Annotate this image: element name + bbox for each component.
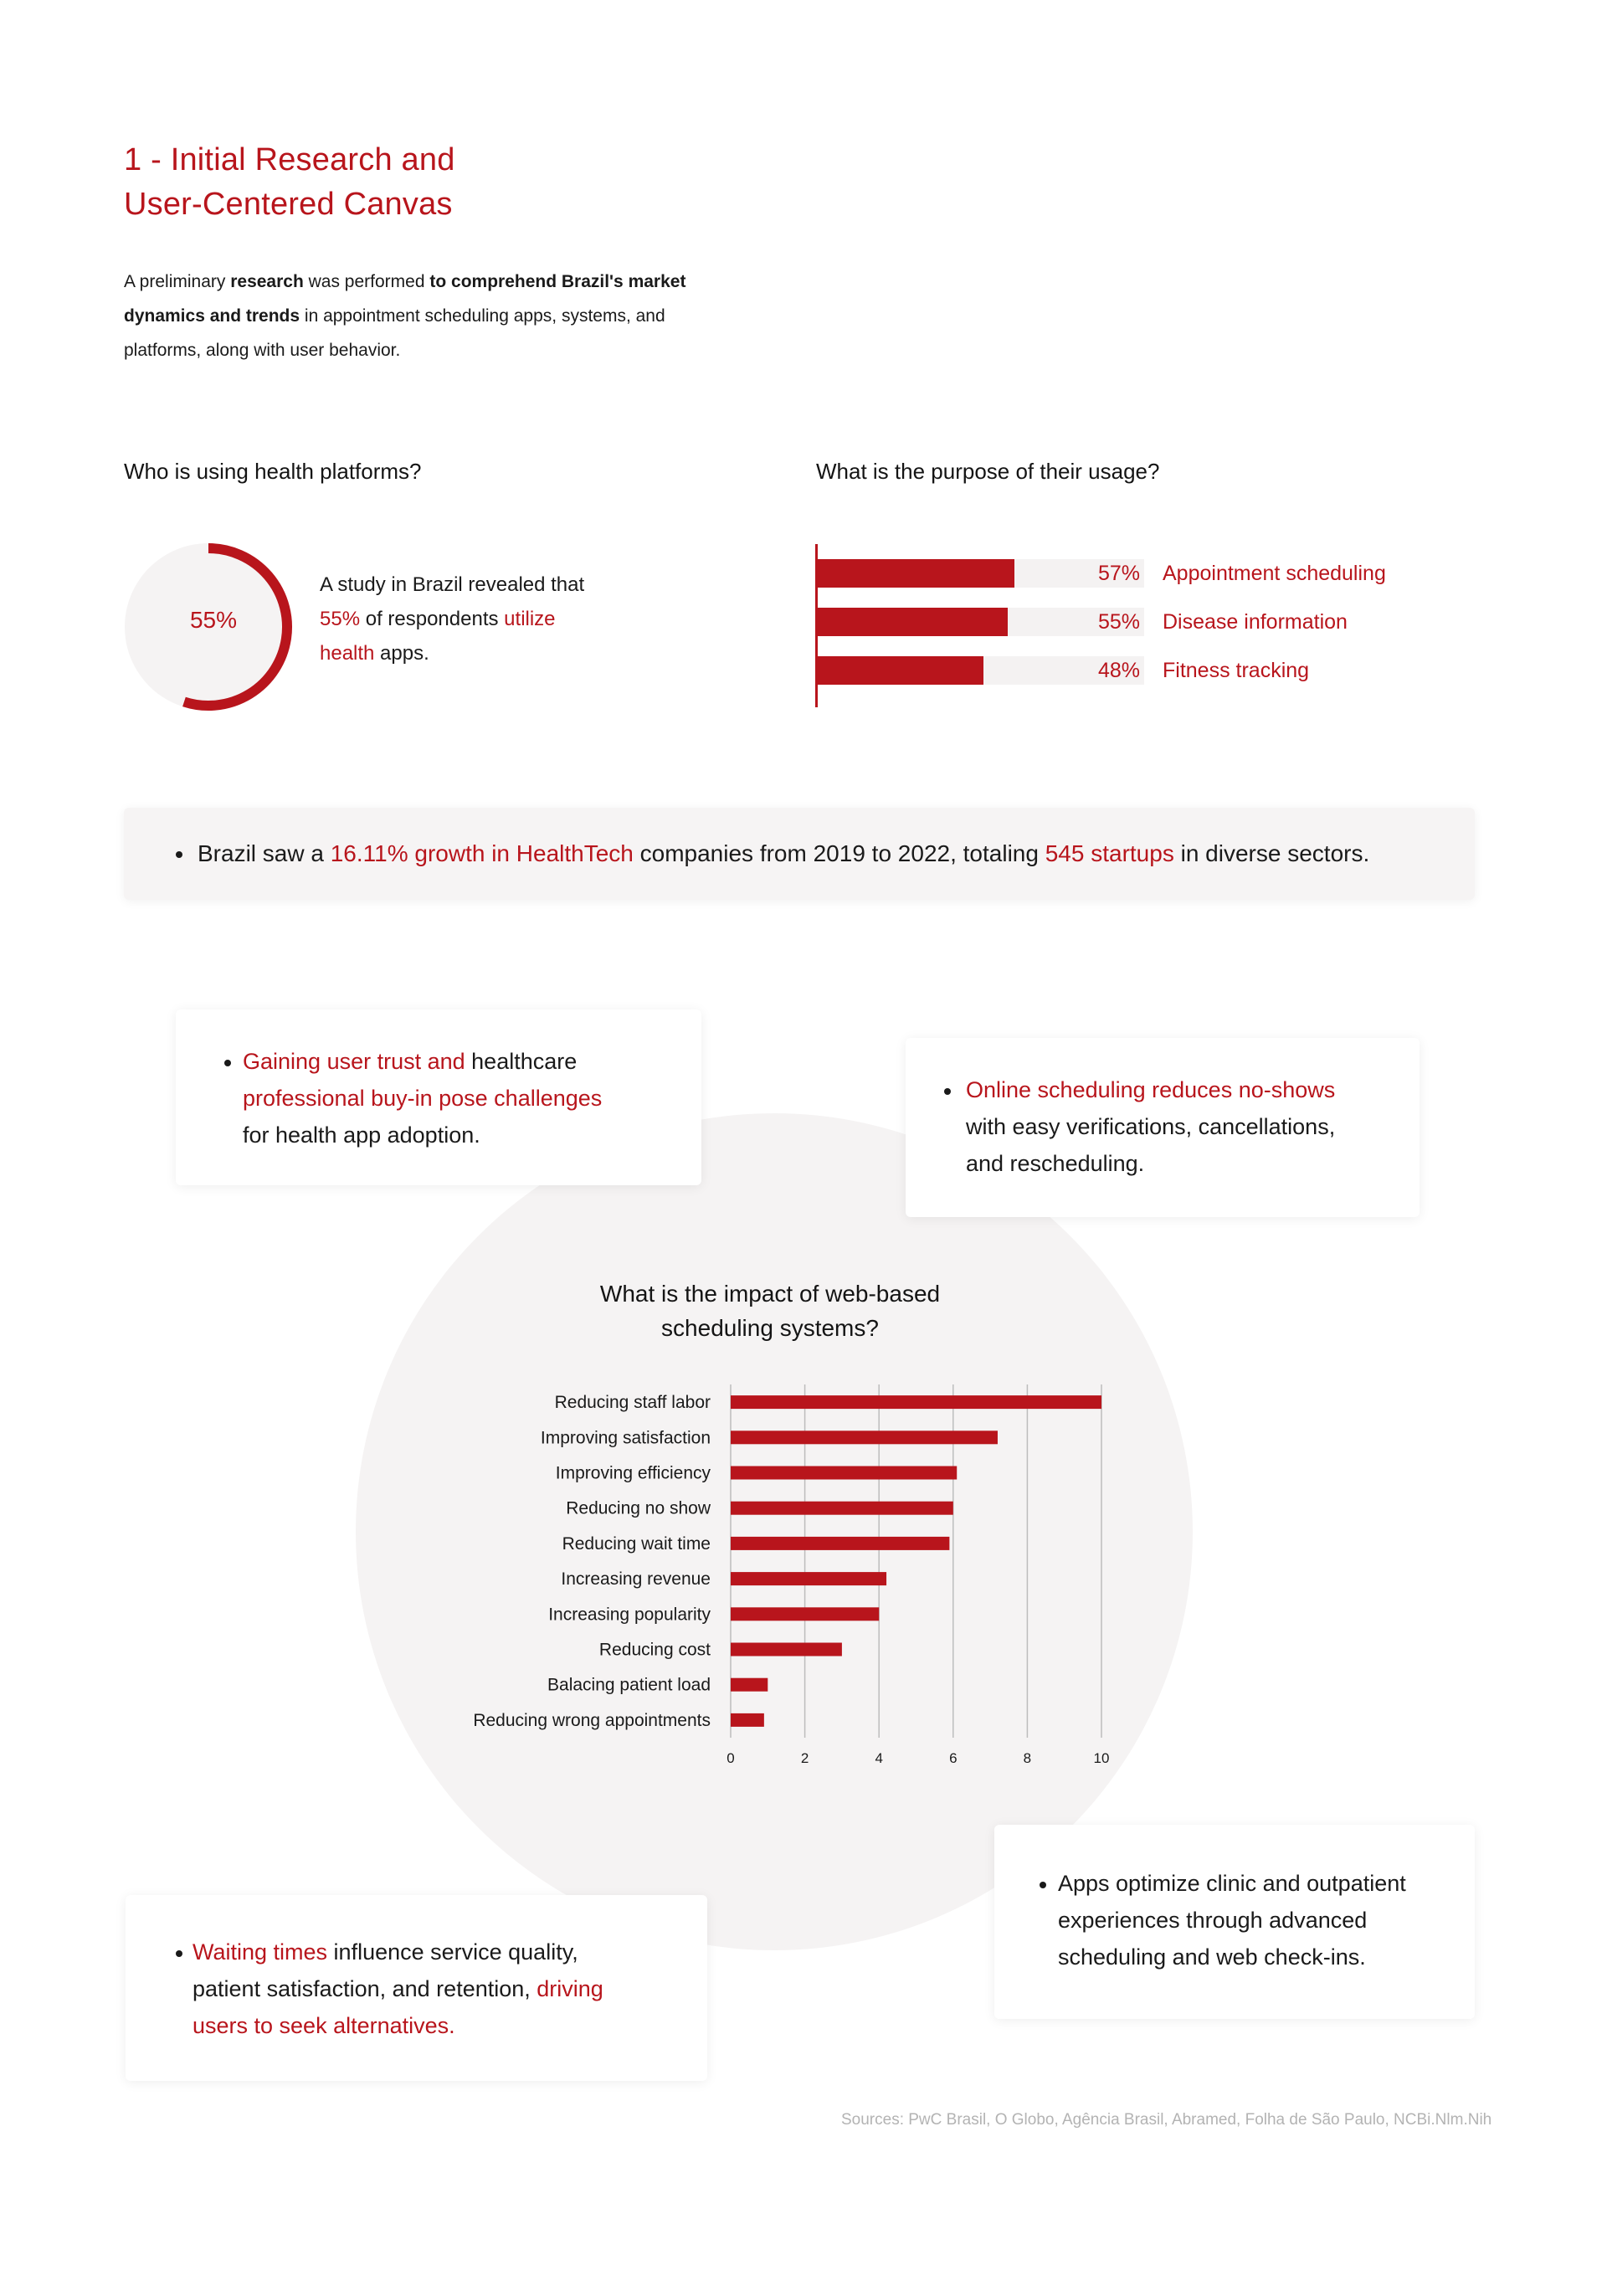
donut-value-label: 55% [189, 607, 238, 633]
impact-bar [731, 1395, 1101, 1409]
purpose-category-label: Fitness tracking [1163, 659, 1310, 682]
impact-chart-title [519, 1276, 1021, 1345]
title-line-2: User-Centered Canvas [124, 187, 453, 222]
online-text [966, 1071, 1335, 1182]
waiting-text-1b: influence service quality, [327, 1939, 578, 1965]
waiting-text-2a: patient satisfaction, and retention, [193, 1976, 537, 2001]
online-text-3: and rescheduling. [966, 1151, 1145, 1176]
category-label: Reducing wrong appointments [473, 1710, 711, 1730]
waiting-text-2b: driving [537, 1976, 603, 2001]
who-text-2: 55% [320, 608, 361, 630]
category-label: Reducing cost [598, 1640, 711, 1660]
bullet-dot [176, 851, 182, 858]
category-label: Improving satisfaction [540, 1428, 711, 1448]
growth-card [124, 808, 1475, 900]
apps-text-1: Apps optimize clinic and outpatient [1058, 1871, 1406, 1896]
apps-text [1058, 1865, 1406, 1975]
waiting-text-3: users to seek alternatives. [193, 2013, 455, 2038]
purpose-bar-fill [818, 608, 1008, 636]
who-heading: Who is using health platforms? [124, 459, 422, 484]
impact-title-line-1: What is the impact of web-based [599, 1281, 941, 1307]
category-label: Increasing revenue [561, 1569, 711, 1590]
page-title [124, 138, 455, 227]
intro-text-4: to comprehend Brazil's market dynamics and trends [124, 272, 686, 326]
bullet-dot [944, 1088, 951, 1095]
purpose-category-label: Disease information [1163, 610, 1348, 634]
growth-text [198, 835, 1369, 872]
trust-text [243, 1043, 602, 1153]
x-tick-label: 2 [800, 1750, 809, 1766]
bullet-dot [176, 1950, 182, 1957]
growth-text-3: companies from 2019 to 2022, totaling [633, 840, 1045, 866]
who-text-3: of respondents [360, 608, 505, 630]
x-tick-label: 6 [949, 1750, 958, 1766]
online-text-1: Online scheduling reduces no-shows [966, 1077, 1336, 1102]
impact-bar [731, 1572, 886, 1585]
intro-paragraph [124, 265, 710, 367]
purpose-heading: What is the purpose of their usage? [816, 459, 1160, 484]
x-tick-label: 8 [1023, 1750, 1032, 1766]
impact-bar-chart [418, 1373, 1138, 1775]
purpose-pct-label: 55% [1097, 610, 1140, 634]
who-text-4: utilize health [320, 608, 556, 665]
trust-text-1b: healthcare [465, 1049, 578, 1074]
purpose-category-label: Appointment scheduling [1163, 562, 1386, 585]
bullet-dot [1040, 1882, 1046, 1888]
impact-bar [731, 1678, 768, 1692]
category-label: Reducing staff labor [554, 1393, 711, 1413]
intro-text-2: research [230, 272, 304, 291]
intro-text-5: in appointment scheduling apps, systems, and platforms, along with user behavior. [124, 306, 665, 360]
trust-text-3: for health app adoption. [243, 1122, 480, 1148]
purpose-bar-fill [818, 559, 1014, 588]
trust-text-2: professional buy-in pose challenges [243, 1086, 603, 1111]
intro-text-3: was performed [303, 272, 430, 291]
who-text-1: A study in Brazil revealed that [320, 573, 585, 596]
purpose-bar-chart [815, 544, 1418, 707]
apps-text-3: scheduling and web check-ins. [1058, 1944, 1366, 1970]
x-tick-label: 4 [875, 1750, 883, 1766]
online-text-2: with easy verifications, cancellations, [966, 1114, 1336, 1139]
impact-bar [731, 1643, 842, 1657]
impact-bar [731, 1502, 953, 1515]
x-tick-label: 10 [1093, 1750, 1110, 1766]
title-line-1: 1 - Initial Research and [124, 142, 455, 177]
category-label: Reducing no show [566, 1498, 711, 1518]
impact-bar [731, 1537, 949, 1550]
apps-card [994, 1825, 1475, 2019]
waiting-text-1a: Waiting times [193, 1939, 328, 1965]
purpose-bar-fill [818, 656, 983, 685]
category-label: Balacing patient load [547, 1675, 711, 1695]
impact-bar [731, 1466, 957, 1480]
impact-bar [731, 1713, 764, 1727]
growth-text-5: in diverse sectors. [1173, 840, 1370, 866]
trust-text-1a: Gaining user trust and [243, 1049, 465, 1074]
impact-title-line-2: scheduling systems? [661, 1315, 879, 1341]
apps-text-2: experiences through advanced [1058, 1908, 1368, 1933]
category-label: Increasing popularity [548, 1605, 711, 1625]
impact-bar [731, 1607, 879, 1621]
purpose-pct-label: 57% [1097, 562, 1140, 585]
trust-card [176, 1009, 701, 1185]
who-text-5: apps. [374, 642, 429, 665]
growth-text-1: Brazil saw a [198, 840, 331, 866]
waiting-card [126, 1895, 707, 2081]
intro-text-1: A preliminary [124, 272, 231, 291]
sources-footnote: Sources: PwC Brasil, O Globo, Agência Brasil, Abramed, Folha de São Paulo, NCBi.Nlm.Nih [841, 2111, 1492, 2129]
online-card [906, 1038, 1420, 1217]
x-tick-label: 0 [726, 1750, 735, 1766]
bullet-dot [224, 1060, 231, 1066]
category-label: Reducing wait time [562, 1533, 711, 1554]
purpose-pct-label: 48% [1097, 659, 1140, 682]
impact-bar [731, 1431, 998, 1444]
growth-text-4: 545 startups [1045, 840, 1174, 866]
growth-text-2: 16.11% growth in HealthTech [330, 840, 634, 866]
waiting-text [193, 1934, 603, 2044]
who-description [320, 568, 596, 670]
category-label: Improving efficiency [555, 1463, 711, 1483]
